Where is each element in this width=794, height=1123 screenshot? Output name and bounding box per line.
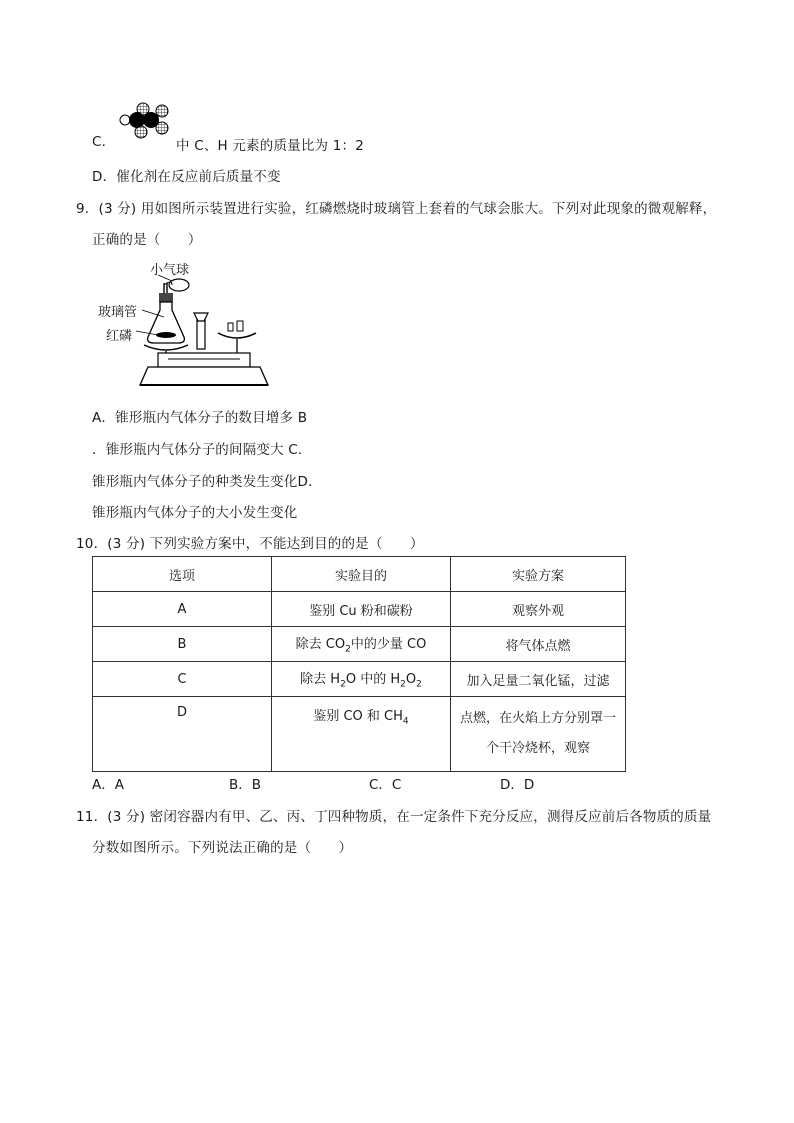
q9-stem-line1: 9．(3 分) 用如图所示装置进行实验，红磷燃烧时玻璃管上套着的气球会胀大。下列对此现象的微观解释， <box>76 201 717 217</box>
h-atom-bottom <box>135 126 147 138</box>
row-d-option: D <box>93 697 272 772</box>
row-a-goal: 鉴别 Cu 粉和碳粉 <box>272 592 451 627</box>
row-c-option: C <box>93 662 272 697</box>
row-a-plan: 观察外观 <box>451 592 626 627</box>
q10-option-a: A．A <box>92 777 124 793</box>
h-atom-right-bottom <box>156 122 168 134</box>
label-glass-tube: 玻璃管 <box>98 305 138 320</box>
h-atom-top <box>137 103 149 115</box>
q9-options-line4: 锥形瓶内气体分子的大小发生变化 <box>92 505 298 521</box>
row-b-option: B <box>93 627 272 662</box>
table-row <box>93 627 626 662</box>
q8-option-d: D．催化剂在反应前后质量不变 <box>92 169 281 185</box>
label-balloon: 小气球 <box>150 263 190 278</box>
q8-option-c-text: 中 C、H 元素的质量比为 1：2 <box>176 138 365 154</box>
header-goal: 实验目的 <box>272 557 451 592</box>
q10-option-c: C．C <box>369 777 402 793</box>
q9-apparatus-figure <box>92 255 272 390</box>
q9-options-line1: A．锥形瓶内气体分子的数目增多 B <box>92 410 308 426</box>
table-row <box>93 662 626 697</box>
header-option: 选项 <box>93 557 272 592</box>
row-d-goal: 鉴别 CO 和 $CH_4$ <box>272 697 451 772</box>
row-b-goal: 除去 $CO_2$中的少量 CO <box>272 627 451 662</box>
q10-experiment-table <box>92 556 626 772</box>
q11-stem-line1: 11．(3 分) 密闭容器内有甲、乙、丙、丁四种物质，在一定条件下充分反应，测得反应前后各物质的质量 <box>76 809 712 825</box>
row-b-plan: 将气体点燃 <box>451 627 626 662</box>
q8-option-c-label: C. <box>92 134 107 150</box>
q9-stem-line2: 正确的是（ ） <box>92 232 202 248</box>
row-a-option: A <box>93 592 272 627</box>
h-atom-left <box>120 115 130 125</box>
label-red-phosphorus: 红磷 <box>106 329 133 344</box>
table-header-row <box>93 557 626 592</box>
q10-option-b: B．B <box>229 777 262 793</box>
molecule-model-figure <box>116 100 178 144</box>
q9-options-line3: 锥形瓶内气体分子的种类发生变化D． <box>92 474 322 490</box>
row-c-plan: 加入足量二氧化锰，过滤 <box>451 662 626 697</box>
row-c-goal: 除去 $H_2O$ 中的 $H_2O_2$ <box>272 662 451 697</box>
table-row <box>93 592 626 627</box>
q10-option-d: D．D <box>500 777 535 793</box>
q11-stem-line2: 分数如图所示。下列说法正确的是（ ） <box>92 840 353 856</box>
header-plan: 实验方案 <box>451 557 626 592</box>
q9-options-line2: ．锥形瓶内气体分子的间隔变大 C． <box>92 442 312 458</box>
row-d-plan: 点燃，在火焰上方分别罩一个干冷烧杯，观察 <box>451 697 626 772</box>
table-row <box>93 697 626 772</box>
q10-stem: 10．(3 分) 下列实验方案中，不能达到目的的是（ ） <box>76 536 424 552</box>
h-atom-right-top <box>156 105 168 117</box>
